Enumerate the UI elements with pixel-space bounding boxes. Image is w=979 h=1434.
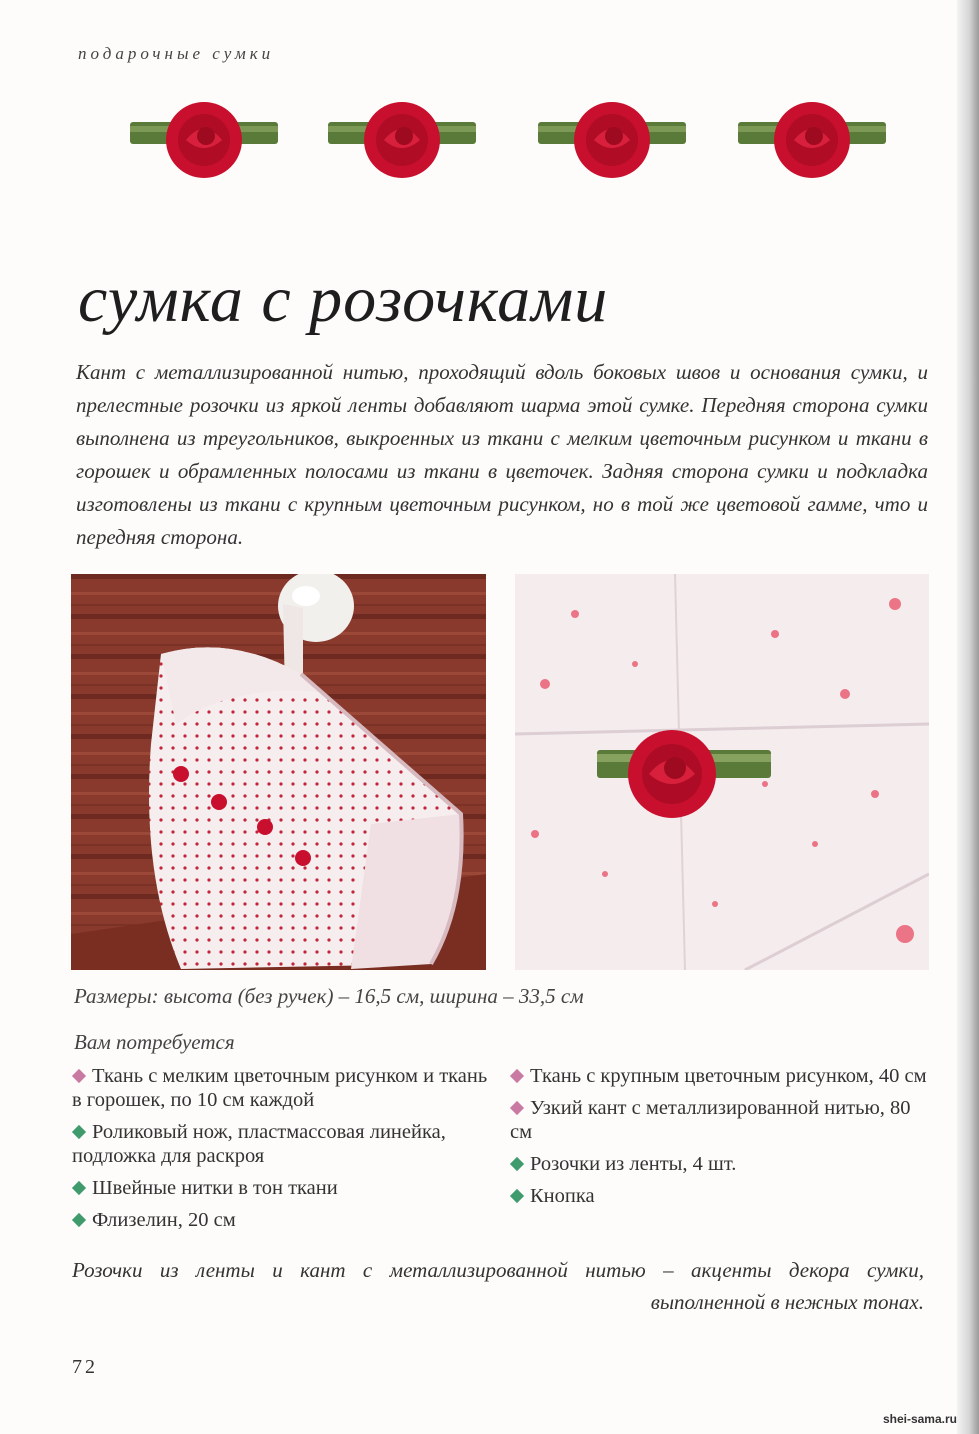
- diamond-bullet-icon: [510, 1157, 524, 1171]
- running-head: подарочные сумки: [78, 44, 275, 63]
- rose-decoration-row: [128, 100, 908, 190]
- diamond-bullet-icon: [72, 1213, 86, 1227]
- diamond-bullet-icon: [72, 1125, 86, 1139]
- rose-ribbon-icon: [128, 100, 280, 190]
- list-item: Ткань с мелким цветочным рисунком и ткань в горошек, по 10 см каждой: [72, 1065, 488, 1111]
- rose-ribbon-icon: [736, 100, 888, 190]
- list-item: Флизелин, 20 см: [72, 1208, 492, 1232]
- diamond-bullet-icon: [510, 1069, 524, 1083]
- dimensions: Размеры: высота (без ручек) – 16,5 см, ширина – 33,5 см: [74, 984, 584, 1008]
- list-item: Кнопка: [510, 1184, 930, 1208]
- rose-closeup-photo: [515, 574, 929, 970]
- rose-ribbon-icon: [536, 100, 688, 190]
- diamond-bullet-icon: [510, 1189, 524, 1203]
- diamond-bullet-icon: [510, 1101, 524, 1115]
- rose-ribbon-icon: [326, 100, 478, 190]
- caption-line-1: Розочки из ленты и кант с металлизированной нитью – акценты декора сумки,: [72, 1258, 924, 1282]
- diamond-bullet-icon: [72, 1069, 86, 1083]
- materials-list-left: [72, 1064, 492, 1240]
- photo-caption: [72, 1254, 924, 1318]
- list-item: Узкий кант с металлизированной нитью, 80 см: [510, 1097, 911, 1143]
- materials-heading: Вам потребуется: [74, 1030, 235, 1054]
- list-item: Швейные нитки в тон ткани: [72, 1176, 492, 1200]
- materials-list-right: [510, 1064, 930, 1216]
- list-item: Розочки из ленты, 4 шт.: [510, 1152, 930, 1176]
- intro-paragraph: Кант с металлизированной нитью, проходящий вдоль боковых швов и основания сумки, и прелестные розочки из яркой ленты добавляют шарма этой сумке. Передняя сторона сумки выполнена из треугольников, выкроенных из ткани с мелким цветочным рисунком и ткани в горошек и обрамленных полосами из ткани в цветочек. Задняя сторона сумки и подкладка изготовлены из ткани с крупным цветочным рисунком, но в той же цветовой гамме, что и передняя сторона.: [76, 360, 928, 549]
- list-item: Ткань с крупным цветочным рисунком, 40 см: [510, 1064, 930, 1088]
- page-title: сумка с розочками: [78, 263, 609, 336]
- diamond-bullet-icon: [72, 1181, 86, 1195]
- list-item: Роликовый нож, пластмассовая линейка, подложка для раскроя: [72, 1121, 446, 1167]
- page-edge-shadow: [957, 0, 979, 1434]
- caption-line-2: выполненной в нежных тонах.: [650, 1290, 924, 1314]
- page-number: 72: [72, 1356, 98, 1378]
- watermark: shei-sama.ru: [882, 1412, 957, 1426]
- bag-photo: [71, 574, 486, 970]
